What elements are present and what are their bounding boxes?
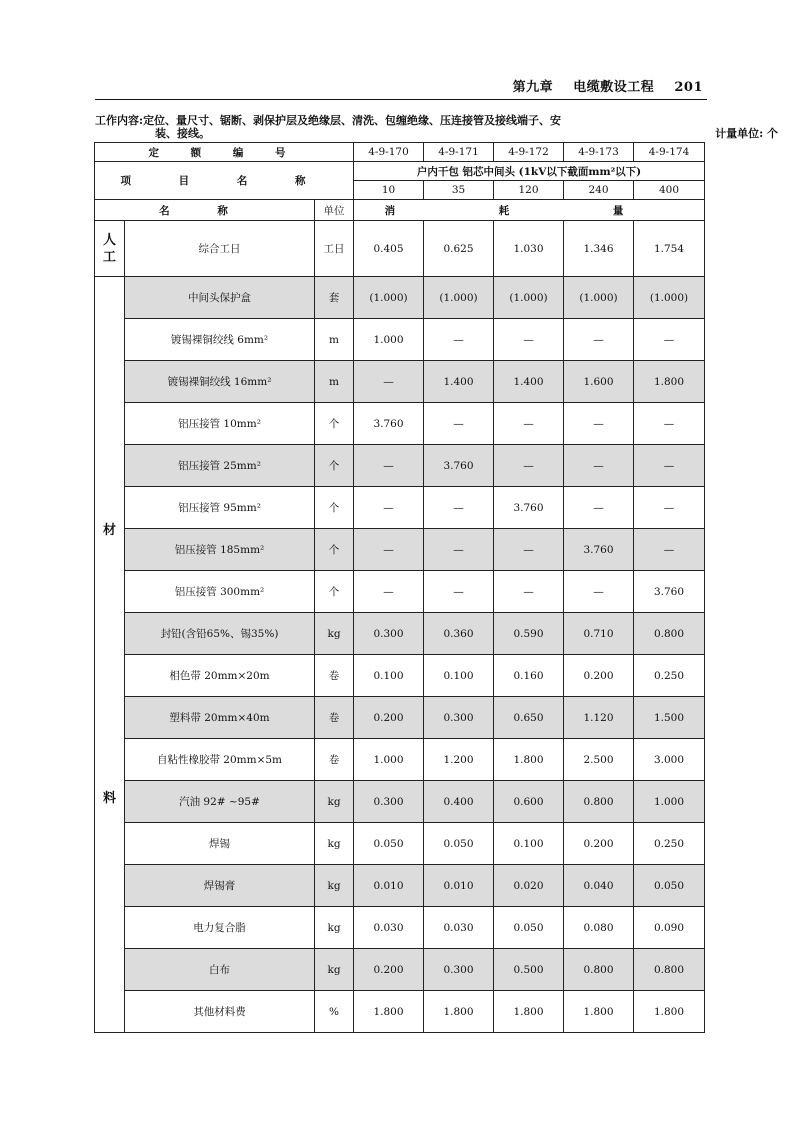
material-row bbox=[95, 319, 705, 361]
consumption-value: 1.600 bbox=[564, 361, 634, 403]
header-rule bbox=[95, 99, 707, 100]
consumption-value: 0.405 bbox=[354, 221, 424, 277]
consumption-value: 0.030 bbox=[354, 907, 424, 949]
material-row bbox=[95, 697, 705, 739]
resource-unit: 个 bbox=[315, 487, 354, 529]
material-row bbox=[95, 529, 705, 571]
work-content-label: 工作内容: bbox=[95, 114, 144, 127]
material-row bbox=[95, 571, 705, 613]
consumption-value: 1.800 bbox=[494, 991, 564, 1033]
consumption-value: — bbox=[564, 445, 634, 487]
resource-unit: kg bbox=[315, 613, 354, 655]
consumption-value: 1.400 bbox=[494, 361, 564, 403]
material-row bbox=[95, 277, 705, 319]
quota-table bbox=[94, 142, 705, 1033]
consumption-value: 3.760 bbox=[354, 403, 424, 445]
consumption-value: — bbox=[564, 571, 634, 613]
consumption-value: 0.010 bbox=[424, 865, 494, 907]
consumption-value: 1.120 bbox=[564, 697, 634, 739]
consumption-value: 1.000 bbox=[634, 781, 705, 823]
consumption-value: — bbox=[634, 529, 705, 571]
consumption-value: 0.050 bbox=[354, 823, 424, 865]
resource-name: 汽油 92# ~95# bbox=[125, 781, 315, 823]
quota-code: 4-9-174 bbox=[634, 143, 705, 162]
consumption-value: 0.250 bbox=[634, 655, 705, 697]
cross-section-size: 400 bbox=[634, 181, 705, 200]
consumption-value: 0.710 bbox=[564, 613, 634, 655]
resource-name: 铝压接管 185mm² bbox=[125, 529, 315, 571]
consumption-value: 0.360 bbox=[424, 613, 494, 655]
chapter-title: 电缆敷设工程 bbox=[573, 80, 655, 95]
category-char: 料 bbox=[102, 791, 116, 806]
work-content-text2: 装、接线。 bbox=[155, 127, 210, 140]
resource-unit: 卷 bbox=[315, 655, 354, 697]
resource-unit: 卷 bbox=[315, 697, 354, 739]
consumption-value: — bbox=[354, 487, 424, 529]
cross-section-size: 35 bbox=[424, 181, 494, 200]
resource-unit: kg bbox=[315, 907, 354, 949]
consumption-value: 3.760 bbox=[494, 487, 564, 529]
resource-name: 铝压接管 10mm² bbox=[125, 403, 315, 445]
consumption-column-header: 消 耗 量 bbox=[354, 200, 705, 221]
work-content-line1 bbox=[95, 114, 707, 127]
material-row bbox=[95, 445, 705, 487]
resource-unit: kg bbox=[315, 865, 354, 907]
consumption-value: 1.030 bbox=[494, 221, 564, 277]
material-row bbox=[95, 823, 705, 865]
resource-name: 中间头保护盒 bbox=[125, 277, 315, 319]
consumption-value: 3.000 bbox=[634, 739, 705, 781]
consumption-value: 0.200 bbox=[354, 949, 424, 991]
consumption-value: 0.100 bbox=[494, 823, 564, 865]
quota-table-body bbox=[95, 143, 705, 1033]
resource-unit: kg bbox=[315, 823, 354, 865]
measurement-unit-note: 计量单位: 个 bbox=[715, 127, 778, 140]
material-row bbox=[95, 991, 705, 1033]
resource-unit: 个 bbox=[315, 403, 354, 445]
quota-code: 4-9-171 bbox=[424, 143, 494, 162]
consumption-value: — bbox=[634, 319, 705, 361]
consumption-value: 0.300 bbox=[424, 949, 494, 991]
resource-name: 焊锡膏 bbox=[125, 865, 315, 907]
consumption-value: 1.346 bbox=[564, 221, 634, 277]
resource-name: 相色带 20mm×20m bbox=[125, 655, 315, 697]
resource-name: 电力复合脂 bbox=[125, 907, 315, 949]
quota-code: 4-9-170 bbox=[354, 143, 424, 162]
resource-unit: 工日 bbox=[315, 221, 354, 277]
cross-section-size: 240 bbox=[564, 181, 634, 200]
page-header bbox=[95, 74, 707, 100]
material-category bbox=[95, 277, 125, 1033]
resource-unit: kg bbox=[315, 781, 354, 823]
consumption-value: 1.200 bbox=[424, 739, 494, 781]
consumption-value: 3.760 bbox=[564, 529, 634, 571]
consumption-value: 0.600 bbox=[494, 781, 564, 823]
consumption-value: 3.760 bbox=[634, 571, 705, 613]
consumption-value: — bbox=[424, 403, 494, 445]
consumption-value: 0.800 bbox=[634, 613, 705, 655]
cross-section-size: 10 bbox=[354, 181, 424, 200]
quota-code: 4-9-173 bbox=[564, 143, 634, 162]
resource-unit: 个 bbox=[315, 571, 354, 613]
consumption-value: — bbox=[424, 319, 494, 361]
consumption-value: 0.500 bbox=[494, 949, 564, 991]
consumption-value: 0.050 bbox=[424, 823, 494, 865]
labor-category bbox=[95, 221, 125, 277]
quota-code: 4-9-172 bbox=[494, 143, 564, 162]
resource-unit: 卷 bbox=[315, 739, 354, 781]
material-row bbox=[95, 739, 705, 781]
page-number: 201 bbox=[674, 80, 703, 95]
consumption-value: — bbox=[634, 403, 705, 445]
category-char: 材 bbox=[102, 523, 116, 538]
resource-unit: 个 bbox=[315, 445, 354, 487]
category-char: 工 bbox=[102, 249, 116, 265]
consumption-value: 3.760 bbox=[424, 445, 494, 487]
consumption-value: 1.754 bbox=[634, 221, 705, 277]
consumption-value: 1.500 bbox=[634, 697, 705, 739]
consumption-value: 0.250 bbox=[634, 823, 705, 865]
item-description: 户内干包 铝芯中间头 (1kV以下截面mm²以下) bbox=[354, 162, 705, 181]
resource-name: 白布 bbox=[125, 949, 315, 991]
consumption-value: 0.200 bbox=[564, 655, 634, 697]
consumption-value: (1.000) bbox=[354, 277, 424, 319]
material-row bbox=[95, 613, 705, 655]
consumption-value: 0.160 bbox=[494, 655, 564, 697]
quota-code-row bbox=[95, 143, 705, 162]
consumption-value: 0.590 bbox=[494, 613, 564, 655]
consumption-value: — bbox=[494, 445, 564, 487]
labor-row bbox=[95, 221, 705, 277]
consumption-value: — bbox=[354, 445, 424, 487]
consumption-value: 0.300 bbox=[424, 697, 494, 739]
material-row bbox=[95, 907, 705, 949]
resource-unit: m bbox=[315, 361, 354, 403]
consumption-value: (1.000) bbox=[634, 277, 705, 319]
consumption-value: — bbox=[424, 571, 494, 613]
consumption-value: — bbox=[494, 571, 564, 613]
material-row bbox=[95, 487, 705, 529]
consumption-value: 0.040 bbox=[564, 865, 634, 907]
consumption-value: 0.800 bbox=[634, 949, 705, 991]
consumption-value: 0.020 bbox=[494, 865, 564, 907]
resource-name: 焊锡 bbox=[125, 823, 315, 865]
consumption-value: 0.100 bbox=[354, 655, 424, 697]
consumption-value: (1.000) bbox=[494, 277, 564, 319]
resource-name: 镀锡裸铜绞线 6mm² bbox=[125, 319, 315, 361]
consumption-value: (1.000) bbox=[564, 277, 634, 319]
resource-unit: 套 bbox=[315, 277, 354, 319]
consumption-value: — bbox=[634, 487, 705, 529]
category-char: 人 bbox=[102, 232, 116, 248]
cross-section-size: 120 bbox=[494, 181, 564, 200]
resource-unit: m bbox=[315, 319, 354, 361]
consumption-value: 0.300 bbox=[354, 613, 424, 655]
consumption-value: 1.800 bbox=[424, 991, 494, 1033]
resource-name: 其他材料费 bbox=[125, 991, 315, 1033]
resource-name: 铝压接管 95mm² bbox=[125, 487, 315, 529]
consumption-value: 1.000 bbox=[354, 739, 424, 781]
material-row bbox=[95, 403, 705, 445]
material-row bbox=[95, 361, 705, 403]
resource-unit: % bbox=[315, 991, 354, 1033]
consumption-value: 0.050 bbox=[634, 865, 705, 907]
consumption-value: — bbox=[564, 487, 634, 529]
quota-code-label: 定 额 编 号 bbox=[95, 143, 354, 162]
consumption-value: 1.800 bbox=[494, 739, 564, 781]
consumption-value: — bbox=[354, 571, 424, 613]
consumption-value: 1.800 bbox=[634, 361, 705, 403]
material-row bbox=[95, 655, 705, 697]
consumption-value: — bbox=[494, 529, 564, 571]
item-desc-row bbox=[95, 162, 705, 181]
resource-name: 自粘性橡胶带 20mm×5m bbox=[125, 739, 315, 781]
resource-unit: 个 bbox=[315, 529, 354, 571]
resource-name: 镀锡裸铜绞线 16mm² bbox=[125, 361, 315, 403]
consumption-value: 0.200 bbox=[564, 823, 634, 865]
consumption-value: 2.500 bbox=[564, 739, 634, 781]
consumption-value: — bbox=[354, 361, 424, 403]
consumption-value: 0.400 bbox=[424, 781, 494, 823]
resource-name: 塑料带 20mm×40m bbox=[125, 697, 315, 739]
consumption-value: 0.800 bbox=[564, 781, 634, 823]
consumption-value: 1.800 bbox=[634, 991, 705, 1033]
consumption-value: 0.625 bbox=[424, 221, 494, 277]
resource-name: 封铅(含铅65%、锡35%) bbox=[125, 613, 315, 655]
consumption-value: 0.030 bbox=[424, 907, 494, 949]
consumption-value: 1.800 bbox=[564, 991, 634, 1033]
item-name-label: 项 目 名 称 bbox=[95, 162, 354, 200]
consumption-value: 1.400 bbox=[424, 361, 494, 403]
consumption-value: — bbox=[494, 403, 564, 445]
unit-column-header: 单位 bbox=[315, 200, 354, 221]
consumption-value: — bbox=[354, 529, 424, 571]
resource-name: 综合工日 bbox=[125, 221, 315, 277]
work-content bbox=[95, 114, 707, 140]
work-content-text1: 定位、量尺寸、锯断、剥保护层及绝缘层、清洗、包缠绝缘、压连接管及接线端子、安 bbox=[143, 114, 562, 127]
column-header-row bbox=[95, 200, 705, 221]
consumption-value: — bbox=[494, 319, 564, 361]
consumption-value: 0.080 bbox=[564, 907, 634, 949]
consumption-value: — bbox=[424, 487, 494, 529]
consumption-value: — bbox=[564, 403, 634, 445]
resource-unit: kg bbox=[315, 949, 354, 991]
consumption-value: — bbox=[634, 445, 705, 487]
consumption-value: (1.000) bbox=[424, 277, 494, 319]
consumption-value: 0.800 bbox=[564, 949, 634, 991]
material-row bbox=[95, 949, 705, 991]
resource-name: 铝压接管 300mm² bbox=[125, 571, 315, 613]
name-column-header: 名 称 bbox=[95, 200, 315, 221]
consumption-value: 1.000 bbox=[354, 319, 424, 361]
consumption-value: 0.100 bbox=[424, 655, 494, 697]
material-row bbox=[95, 781, 705, 823]
consumption-value: 0.050 bbox=[494, 907, 564, 949]
consumption-value: 1.800 bbox=[354, 991, 424, 1033]
consumption-value: 0.300 bbox=[354, 781, 424, 823]
consumption-value: — bbox=[424, 529, 494, 571]
resource-name: 铝压接管 25mm² bbox=[125, 445, 315, 487]
header-text bbox=[513, 76, 703, 95]
consumption-value: 0.650 bbox=[494, 697, 564, 739]
consumption-value: 0.010 bbox=[354, 865, 424, 907]
chapter-label: 第九章 bbox=[512, 80, 554, 95]
consumption-value: — bbox=[564, 319, 634, 361]
consumption-value: 0.200 bbox=[354, 697, 424, 739]
consumption-value: 0.090 bbox=[634, 907, 705, 949]
material-row bbox=[95, 865, 705, 907]
